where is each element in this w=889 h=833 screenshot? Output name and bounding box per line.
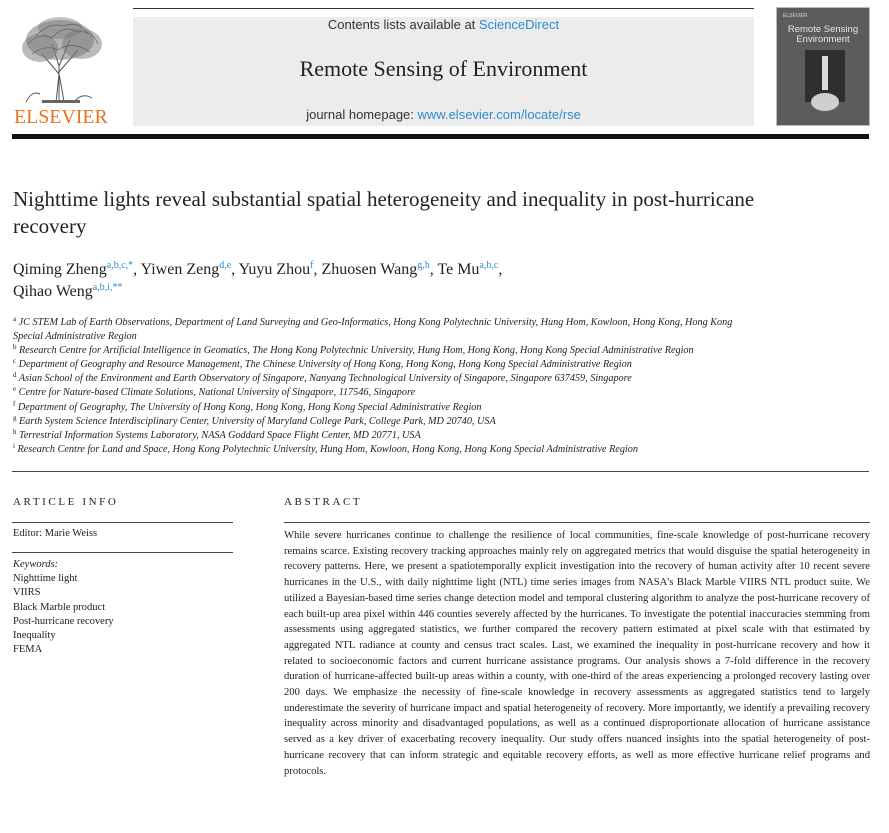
tree-of-knowledge-icon [12,14,110,106]
keyword-item: Post-hurricane recovery [13,615,114,627]
author-affiliation-marks[interactable]: d,e [219,260,232,271]
journal-banner [133,17,754,126]
affiliation-text: Earth System Science Interdisciplinary Center, University of Maryland College Park, College Park, MD 20740, USA [16,415,496,427]
cover-art-icon [777,8,869,125]
affiliation-item [13,429,753,443]
abstract-heading: ABSTRACT [284,496,363,508]
affiliation-key: a [13,315,17,323]
affiliation-text: Terrestrial Information Systems Laboratory, NASA Goddard Space Flight Center, MD 20771, USA [16,429,421,441]
abstract-rule [284,522,870,523]
affiliation-text: JC STEM Lab of Earth Observations, Department of Land Surveying and Geo-Informatics, Hong Kong Polytechnic University, Hung Hom, Kowloon, Hong Kong, Hong Kong Special Administrative Region [13,317,733,343]
affiliation-key: h [13,427,17,436]
author-separator: , [313,261,322,278]
affiliation-item [13,386,753,400]
homepage-prefix: journal homepage: [306,107,418,122]
affiliation-key: g [13,413,17,422]
contents-prefix: Contents lists available at [327,17,479,32]
affiliation-list [13,316,753,457]
affiliation-item [13,401,753,415]
author-name[interactable]: Qiming Zheng [13,261,107,278]
affiliation-text: Research Centre for Land and Space, Hong Kong Polytechnic University, Hung Hom, Kowloon, Hong Kong, Hong Kong Special Administrative Region [14,443,638,455]
affiliation-text: Research Centre for Artificial Intelligence in Geomatics, The Hong Kong Polytechnic University, Hung Hom, Hong Kong, Hong Kong Special Administrative Region [16,345,694,357]
article-info-rule-bottom [12,552,233,553]
keyword-item: FEMA [13,644,43,656]
elsevier-logo[interactable] [12,14,110,126]
author-separator: , [498,261,503,278]
journal-title[interactable]: Remote Sensing of Environment [299,56,588,81]
author-affiliation-marks[interactable]: g,h [417,260,430,271]
homepage-link[interactable]: www.elsevier.com/locate/rse [417,107,581,122]
author-name[interactable]: Zhuosen Wang [321,261,418,278]
publisher-wordmark: ELSEVIER [14,107,108,128]
cover-title-line1: Remote Sensing [787,24,859,35]
author-affiliation-marks[interactable]: a,b,i,** [92,282,123,293]
article-info-rule-top [12,522,233,523]
affiliation-item [13,316,753,344]
affiliation-text: Department of Geography and Resource Management, The Chinese University of Hong Kong, Hong Kong, Hong Kong Special Administrative Region [16,359,632,371]
affiliation-item [13,372,753,386]
header-bottom-rule [12,134,869,139]
contents-availability [133,17,754,32]
affiliation-text: Asian School of the Environment and Earth Observatory of Singapore, Nanyang Technological University of Singapore, Singapore 637459, Singapore [16,373,632,385]
keyword-item: Black Marble product [13,601,106,613]
affiliation-item [13,443,753,457]
article-title: Nighttime lights reveal substantial spatial heterogeneity and inequality in post-hurricane recovery [13,187,755,238]
author-name[interactable]: Yuyu Zhou [238,261,311,278]
author-name[interactable]: Yiwen Zeng [140,261,220,278]
header-top-rule [133,8,754,9]
affiliation-key: b [13,343,17,352]
cover-publisher-text: ELSEVIER [783,13,808,19]
affiliation-item [13,415,753,429]
author-affiliation-marks[interactable]: f [310,260,314,271]
author-name[interactable]: Qihao Weng [13,283,93,300]
journal-cover-thumbnail[interactable] [776,7,870,126]
keywords-block [13,558,114,657]
keywords-heading: Keywords: [13,559,59,570]
affiliation-key: c [13,357,17,366]
keyword-item: Inequality [13,630,56,642]
affiliation-text: Centre for Nature-based Climate Solutions, National University of Singapore, 117546, Singapore [16,387,416,399]
author-list [13,259,813,303]
keyword-item: VIIRS [13,587,41,599]
affiliation-key: e [13,385,17,394]
author-separator: , [231,261,239,278]
abstract-text: While severe hurricanes continue to challenge the resilience of local communities, fine-scale knowledge of post-hurricane recovery remains scarce. Existing recovery tracking approaches mainly rely on aggregated metrics that would disguise the spatial heterogeneity in recovery patterns. Here, we present a spatiotemporally explicit investigation into the recovery of human activity after 10 recent severe hurricanes in the U.S., with daily nighttime light (NTL) time series images from NASA's Black Marble VIIRS NTL product suite. We utilized a Bayesian-based time series change detection model and temporal clustering algorithm to analyze the post-hurricane recovery of each built-up area pixel within 446 counties severely affected by the hurricanes. To investigate the potential inaccuracies stemming from assessments using aggregated statistics, we further compared the recovery pattern estimated at pixel scale with that estimated by aggregated NTL radiance at county and census tract scales. Last, we examined the inequality in post-hurricane recovery and how it related to socioeconomic factors and current hurricane assistance programs. Our analysis shows a 7-fold difference in the recovery duration of hurricane-affected built-up areas within a county, with one-third of the areas experiencing a prolonged recovery lasting over 200 days. We emphasize the necessity of fine-scale knowledge in recovery assessments as aggregated statistics tend to largely underestimate the severity of hurricane impact and spatial heterogeneity of recovery. More importantly, we identify a prevailing recovery inequality across minority and disadvantaged populations, as well as a continued disproportionate allocation of hurricane assistance served as a key driver of exacerbating recovery inequality. Our study offers nuanced insights into the spatial heterogeneity of post-hurricane recovery that can inform strategic and equitable recovery efforts, as well as more effective hurricane relief programs and protocols. [284,530,870,777]
author-separator: , [429,261,438,278]
affiliation-key: f [13,399,16,408]
affiliation-key: i [13,441,15,450]
affiliation-text: Department of Geography, The University of Hong Kong, Hong Kong, Hong Kong Special Administrative Region [15,401,482,413]
affiliation-key: d [13,371,17,380]
section-divider [12,471,869,472]
author-separator: , [133,261,141,278]
keyword-item: Nighttime light [13,573,78,585]
author-affiliation-marks[interactable]: a,b,c,* [106,260,134,271]
article-info-heading: ARTICLE INFO [13,496,119,508]
affiliation-item [13,358,753,372]
journal-homepage [133,107,754,122]
affiliation-item [13,344,753,358]
author-affiliation-marks[interactable]: a,b,c [479,260,499,271]
editor-line: Editor: Marie Weiss [13,528,98,539]
author-name[interactable]: Te Mu [437,261,480,278]
sciencedirect-link[interactable]: ScienceDirect [478,17,560,32]
cover-title-line2: Environment [796,34,850,45]
